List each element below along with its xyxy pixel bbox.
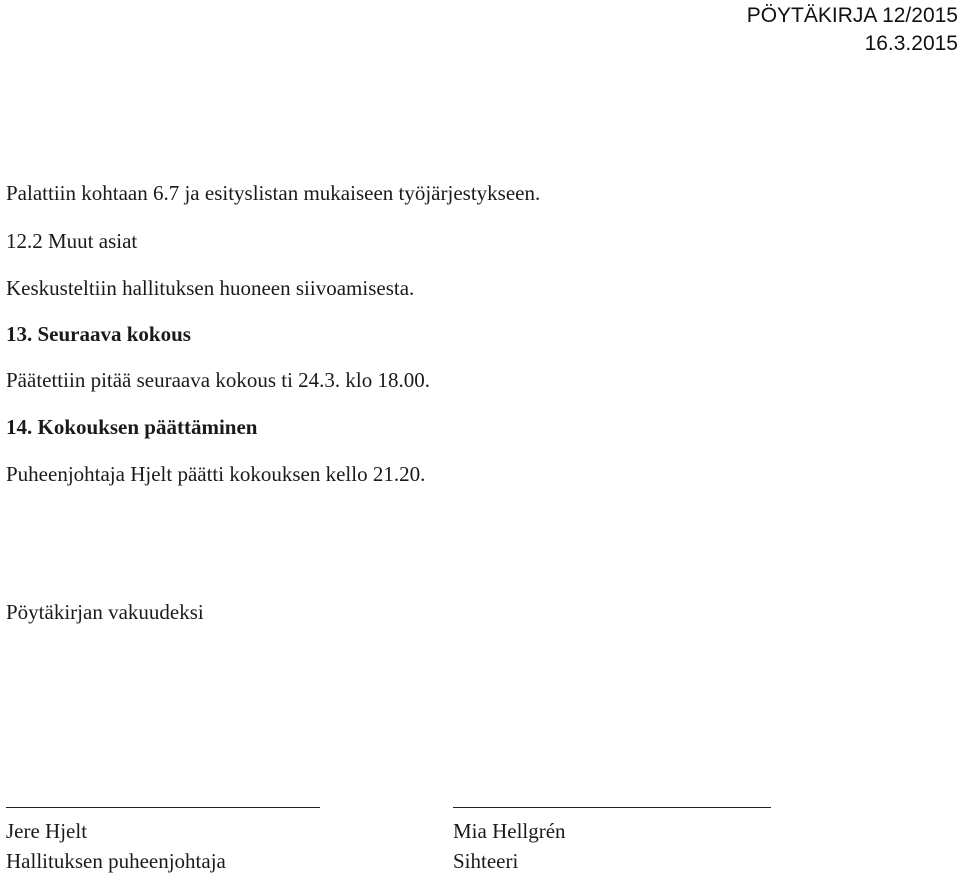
- section-14-heading: 14. Kokouksen päättäminen: [6, 415, 258, 439]
- document-header: [747, 2, 958, 58]
- section-12-2-body: Keskusteltiin hallituksen huoneen siivoamisesta.: [6, 276, 415, 300]
- section-13-body: Päätettiin pitää seuraava kokous ti 24.3. klo 18.00.: [6, 368, 430, 392]
- section-14-body: Puheenjohtaja Hjelt päätti kokouksen kello 21.20.: [6, 462, 426, 486]
- signatory-name-secretary: Mia Hellgrén: [453, 819, 566, 843]
- intro-paragraph: Palattiin kohtaan 6.7 ja esityslistan mukaiseen työjärjestykseen.: [6, 181, 541, 205]
- section-13-heading: 13. Seuraava kokous: [6, 322, 191, 346]
- section-12-2-heading: 12.2 Muut asiat: [6, 229, 138, 253]
- attestation-text: Pöytäkirjan vakuudeksi: [6, 600, 204, 624]
- signatory-role-chair: Hallituksen puheenjohtaja: [6, 849, 226, 873]
- signatory-name-chair: Jere Hjelt: [6, 819, 88, 843]
- signature-line-chair: [6, 807, 320, 808]
- document-date: 16.3.2015: [864, 32, 958, 55]
- signature-line-secretary: [453, 807, 771, 808]
- document-title: PÖYTÄKIRJA 12/2015: [746, 4, 958, 27]
- signatory-role-secretary: Sihteeri: [453, 849, 519, 873]
